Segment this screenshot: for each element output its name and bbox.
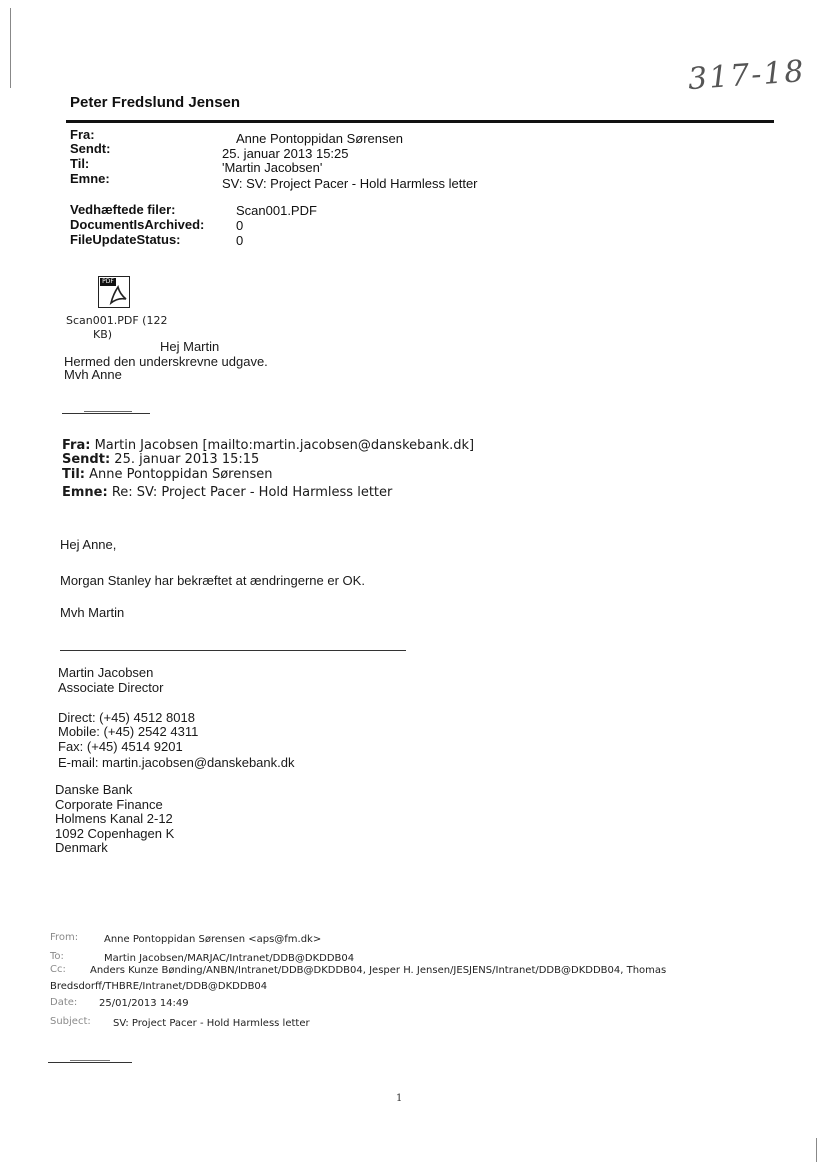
margin-mark (816, 1138, 817, 1162)
attachment-name[interactable]: Scan001.PDF (122 (66, 314, 168, 327)
quoted-sent-label: Sendt: (62, 452, 111, 467)
header-subject-label: Emne: (70, 171, 110, 186)
header-to-label: Til: (70, 156, 90, 171)
acrobat-glyph-icon (99, 277, 129, 307)
header-sent: 25. januar 2013 15:25 (222, 146, 349, 161)
signature-email[interactable]: E-mail: martin.jacobsen@danskebank.dk (58, 755, 295, 770)
original-to-label: To: (50, 951, 64, 962)
quoted-to-label: Til: (62, 467, 85, 482)
quoted-subject: Re: SV: Project Pacer - Hold Harmless letter (111, 485, 393, 500)
margin-mark (10, 8, 11, 88)
reply-line-1: Hermed den underskrevne udgave. (64, 354, 268, 369)
signature-rule (60, 650, 406, 651)
header-sent-label: Sendt: (70, 141, 111, 156)
reply-greeting: Hej Martin (160, 339, 220, 354)
separator (70, 1060, 110, 1061)
quoted-greeting: Hej Anne, (60, 537, 117, 552)
attachments-value: Scan001.PDF (236, 203, 317, 218)
original-cc-label: Cc: (50, 964, 66, 975)
signature-mobile: Mobile: (+45) 2542 4311 (58, 724, 199, 739)
original-from-label: From: (50, 932, 79, 943)
header-rule (66, 120, 774, 123)
original-cc: Anders Kunze Bønding/ANBN/Intranet/DDB@DKDDB04, Jesper H. Jensen/JESJENS/Intranet/DDB@DKDDB04, Thomas (90, 965, 667, 976)
update-status-label: FileUpdateStatus: (70, 232, 181, 247)
quoted-from: Martin Jacobsen [mailto:martin.jacobsen@danskebank.dk] (94, 438, 475, 453)
quoted-subject-row (62, 485, 392, 500)
quoted-signoff: Mvh Martin (60, 605, 125, 620)
signature-department: Corporate Finance (55, 797, 163, 812)
original-from: Anne Pontoppidan Sørensen <aps@fm.dk> (104, 934, 322, 945)
reply-line-2: Mvh Anne (64, 367, 122, 382)
update-status-value: 0 (236, 233, 244, 248)
original-cc-continued: Bredsdorff/THBRE/Intranet/DDB@DKDDB04 (50, 981, 268, 992)
quoted-sent-row (62, 452, 259, 467)
separator (84, 411, 132, 412)
header-subject: SV: SV: Project Pacer - Hold Harmless letter (222, 176, 478, 191)
pdf-file-icon[interactable] (98, 276, 130, 308)
signature-direct: Direct: (+45) 4512 8018 (58, 710, 195, 725)
quoted-to: Anne Pontoppidan Sørensen (89, 467, 273, 482)
signature-city: 1092 Copenhagen K (55, 826, 175, 841)
signature-title: Associate Director (58, 680, 164, 695)
original-subject-label: Subject: (50, 1016, 91, 1027)
header-to: 'Martin Jacobsen' (222, 160, 323, 175)
signature-name: Martin Jacobsen (58, 665, 154, 680)
header-from: Anne Pontoppidan Sørensen (236, 131, 403, 146)
separator (62, 413, 150, 414)
header-from-label: Fra: (70, 127, 95, 142)
attachments-label: Vedhæftede filer: (70, 202, 176, 217)
separator (48, 1062, 132, 1063)
archived-value: 0 (236, 218, 244, 233)
archived-label: DocumentIsArchived: (70, 217, 205, 232)
original-date: 25/01/2013 14:49 (99, 998, 189, 1009)
signature-street: Holmens Kanal 2-12 (55, 811, 173, 826)
quoted-subject-label: Emne: (62, 485, 108, 500)
quoted-from-row (62, 438, 474, 453)
mailbox-owner: Peter Fredslund Jensen (70, 94, 241, 111)
page-number: 1 (396, 1093, 403, 1104)
original-to: Martin Jacobsen/MARJAC/Intranet/DDB@DKDDB04 (104, 953, 355, 964)
attachment-size: KB) (93, 328, 113, 341)
pdf-tag: PDF (100, 278, 116, 286)
signature-company: Danske Bank (55, 782, 133, 797)
handwritten-case-number: 317-18 (686, 53, 807, 98)
quoted-from-label: Fra: (62, 438, 91, 453)
quoted-to-row (62, 467, 272, 482)
original-date-label: Date: (50, 997, 78, 1008)
signature-fax: Fax: (+45) 4514 9201 (58, 739, 183, 754)
quoted-sent: 25. januar 2013 15:15 (114, 452, 260, 467)
original-subject: SV: Project Pacer - Hold Harmless letter (113, 1018, 310, 1029)
signature-country: Denmark (55, 840, 108, 855)
quoted-body: Morgan Stanley har bekræftet at ændringerne er OK. (60, 573, 365, 588)
